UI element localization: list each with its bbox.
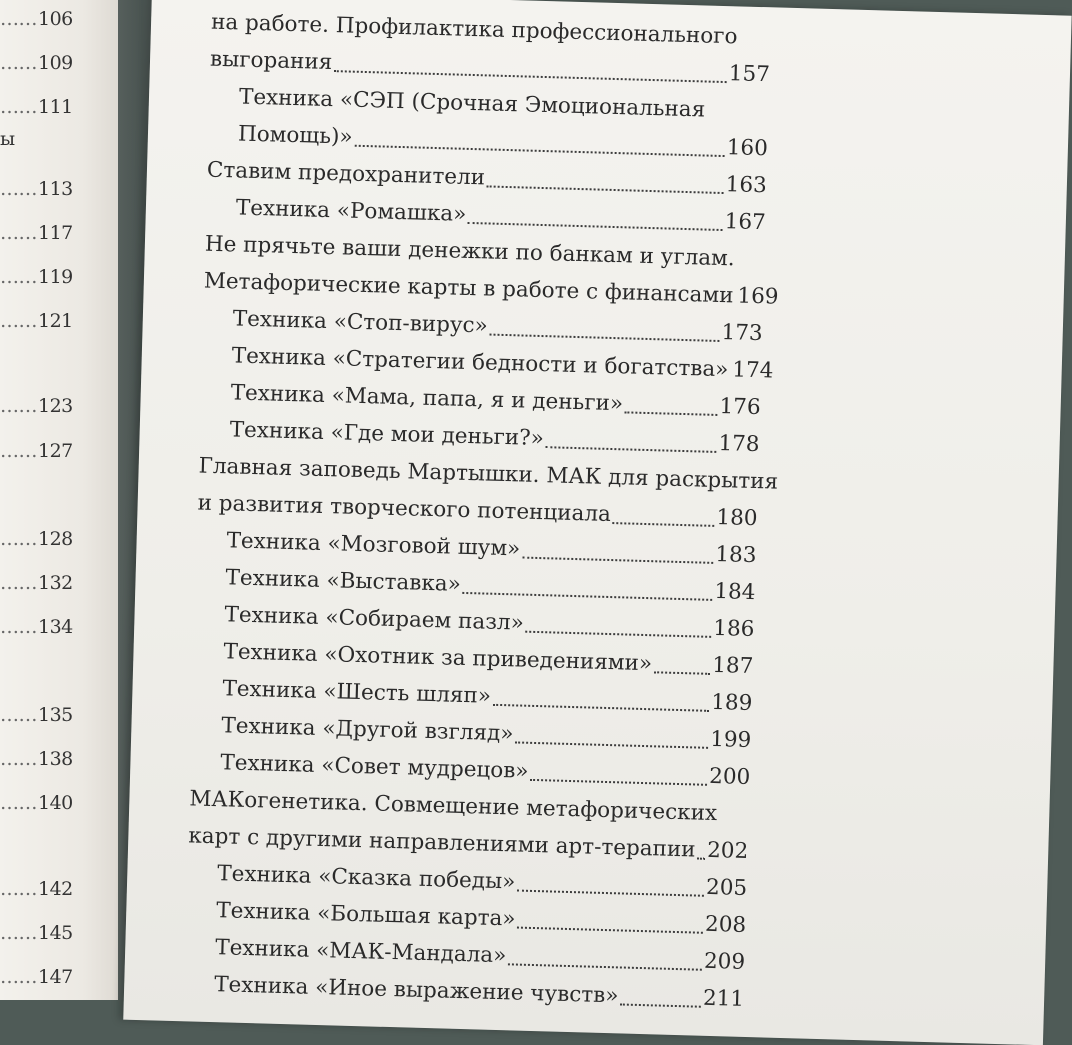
left-page-number — [0, 52, 66, 74]
left-page-number — [0, 616, 66, 638]
toc-entry-title: Техника «МАК-Мандала» — [215, 929, 507, 974]
toc-entry-title: Техника «Мозговой шум» — [226, 522, 521, 567]
page-number: 117 — [38, 222, 73, 244]
dot-leader — [526, 630, 712, 638]
dot-leader — [613, 521, 715, 527]
toc-entry-title: Техника «Ромашка» — [235, 189, 466, 232]
toc-entry-title: Техника «Где мои деньги?» — [229, 411, 544, 457]
toc-entry-title: на работе. Профилактика профессионального — [211, 4, 738, 56]
page-number: 140 — [38, 792, 73, 814]
page-number: 123 — [38, 395, 73, 417]
left-page-fragment: ы — [0, 128, 15, 150]
left-page-number — [0, 878, 66, 900]
dot-leader — [625, 410, 718, 416]
dot-leader: …… — [0, 922, 37, 944]
dot-leader — [508, 962, 702, 970]
left-page-number — [0, 266, 66, 288]
toc-entry-title: Не прячьте ваши денежки по банкам и углам. — [204, 226, 735, 278]
toc-entry-title: Техника «Иное выражение чувств» — [214, 966, 619, 1014]
dot-leader: …… — [0, 310, 37, 332]
dot-leader — [546, 445, 717, 453]
dot-leader: …… — [0, 178, 37, 200]
dot-leader — [515, 740, 708, 748]
toc-entry-title: Техника «Стратегии бедности и богатства» — [231, 337, 729, 388]
toc-page-number: 163 — [725, 166, 767, 204]
left-page-number — [0, 395, 66, 417]
dot-leader: …… — [0, 96, 37, 118]
page-number: 106 — [38, 8, 73, 30]
toc-page-number: 199 — [710, 721, 752, 759]
toc-entry-title: МАКогенетика. Совмещение метафорических — [189, 780, 718, 832]
toc-page-number: 200 — [709, 758, 751, 796]
toc-entry-title: Техника «Мама, папа, я и деньги» — [230, 374, 623, 422]
toc-entry-title: Техника «Охотник за приведениями» — [223, 633, 653, 682]
dot-leader — [654, 670, 710, 675]
dot-leader — [463, 591, 713, 601]
dot-leader — [517, 926, 703, 934]
left-page-number — [0, 966, 66, 988]
toc-page-number: 173 — [721, 314, 763, 352]
toc-page-number: 187 — [712, 647, 754, 685]
toc-page-number: 160 — [726, 129, 768, 167]
dot-leader: …… — [0, 748, 37, 770]
dot-leader — [334, 69, 727, 83]
left-page-number — [0, 310, 66, 332]
dot-leader: …… — [0, 572, 37, 594]
left-page-number — [0, 792, 66, 814]
toc-page-number: 189 — [711, 684, 753, 722]
page-number: 128 — [38, 528, 73, 550]
page-number: 127 — [38, 440, 73, 462]
toc-page-number: 209 — [704, 943, 746, 981]
dot-leader: …… — [0, 878, 37, 900]
toc-page-number: 184 — [714, 573, 756, 611]
left-page-number — [0, 96, 66, 118]
dot-leader — [354, 144, 724, 157]
toc-entry-title: карт с другими направлениями арт-терапии — [188, 817, 696, 868]
toc-entry-title: выгорания — [210, 41, 333, 81]
dot-leader — [468, 221, 722, 231]
toc-page-number: 157 — [728, 55, 770, 93]
toc-entry-title: Техника «Совет мудрецов» — [220, 744, 529, 790]
toc-page-number: 205 — [706, 869, 748, 907]
toc-entry-title: Техника «СЭП (Срочная Эмоциональная — [239, 78, 706, 128]
dot-leader — [517, 889, 704, 897]
toc-entry-title: и развития творческого потенциала — [197, 484, 611, 533]
page-number: 119 — [38, 266, 73, 288]
toc-entry-title: Техника «Сказка победы» — [217, 855, 516, 900]
dot-leader: …… — [0, 440, 37, 462]
page-number: 132 — [38, 572, 73, 594]
toc-page-number: 180 — [716, 499, 758, 537]
toc-page-number: 202 — [707, 832, 749, 870]
left-page — [0, 0, 118, 1000]
toc-entry-title: Техника «Шесть шляп» — [222, 670, 491, 714]
toc-page-number: 178 — [718, 425, 760, 463]
toc-page-number: 186 — [713, 610, 755, 648]
dot-leader — [620, 1002, 701, 1007]
dot-leader — [522, 556, 713, 564]
left-page-number — [0, 222, 66, 244]
dot-leader: …… — [0, 966, 37, 988]
page-number: 111 — [38, 96, 73, 118]
page-number: 135 — [38, 704, 73, 726]
toc-page-number: 208 — [705, 906, 747, 944]
toc-entry-title: Метафорические карты в работе с финансами — [203, 263, 734, 315]
toc-page-number: 211 — [702, 980, 744, 1018]
dot-leader — [697, 857, 705, 860]
left-page-number — [0, 528, 66, 550]
page-number: 145 — [38, 922, 73, 944]
toc-entry-title: Техника «Другой взгляд» — [221, 707, 514, 752]
toc-entry-title: Техника «Выставка» — [225, 559, 461, 603]
page-number: 142 — [38, 878, 73, 900]
dot-leader — [493, 703, 709, 712]
dot-leader: …… — [0, 704, 37, 726]
left-page-number — [0, 704, 66, 726]
toc-page-number: 176 — [719, 388, 761, 426]
toc-page-number: 183 — [715, 536, 757, 574]
page-number: 147 — [38, 966, 73, 988]
left-page-number — [0, 572, 66, 594]
toc-entry-title: Ставим предохранители — [206, 152, 485, 197]
dot-leader: …… — [0, 52, 37, 74]
toc-entry-title: Техника «Большая карта» — [216, 892, 516, 937]
page-number: 109 — [38, 52, 73, 74]
dot-leader — [490, 333, 720, 342]
right-page — [123, 0, 1071, 1045]
table-of-contents — [184, 4, 772, 1018]
toc-page-number: 169 — [737, 277, 779, 315]
dot-leader: …… — [0, 222, 37, 244]
toc-entry-title: Техника «Стоп-вирус» — [232, 300, 488, 344]
dot-leader: …… — [0, 395, 37, 417]
page-number: 121 — [38, 310, 73, 332]
dot-leader: …… — [0, 8, 37, 30]
left-page-number — [0, 178, 66, 200]
toc-page-number: 167 — [724, 203, 766, 241]
dot-leader: …… — [0, 528, 37, 550]
toc-entry-title: Главная заповедь Мартышки. МАК для раскрытия — [198, 447, 778, 500]
left-page-number — [0, 748, 66, 770]
left-page-number — [0, 440, 66, 462]
toc-page-number: 174 — [732, 351, 774, 389]
left-page-number — [0, 922, 66, 944]
dot-leader — [487, 184, 724, 194]
dot-leader: …… — [0, 616, 37, 638]
dot-leader: …… — [0, 792, 37, 814]
toc-entry-title: Техника «Собираем пазл» — [224, 596, 524, 641]
page-number: 113 — [38, 178, 73, 200]
page-number: 134 — [38, 616, 73, 638]
toc-entry-title: Помощь)» — [237, 115, 353, 155]
dot-leader: …… — [0, 266, 37, 288]
page-number: 138 — [38, 748, 73, 770]
dot-leader — [530, 778, 707, 786]
left-page-number — [0, 8, 66, 30]
